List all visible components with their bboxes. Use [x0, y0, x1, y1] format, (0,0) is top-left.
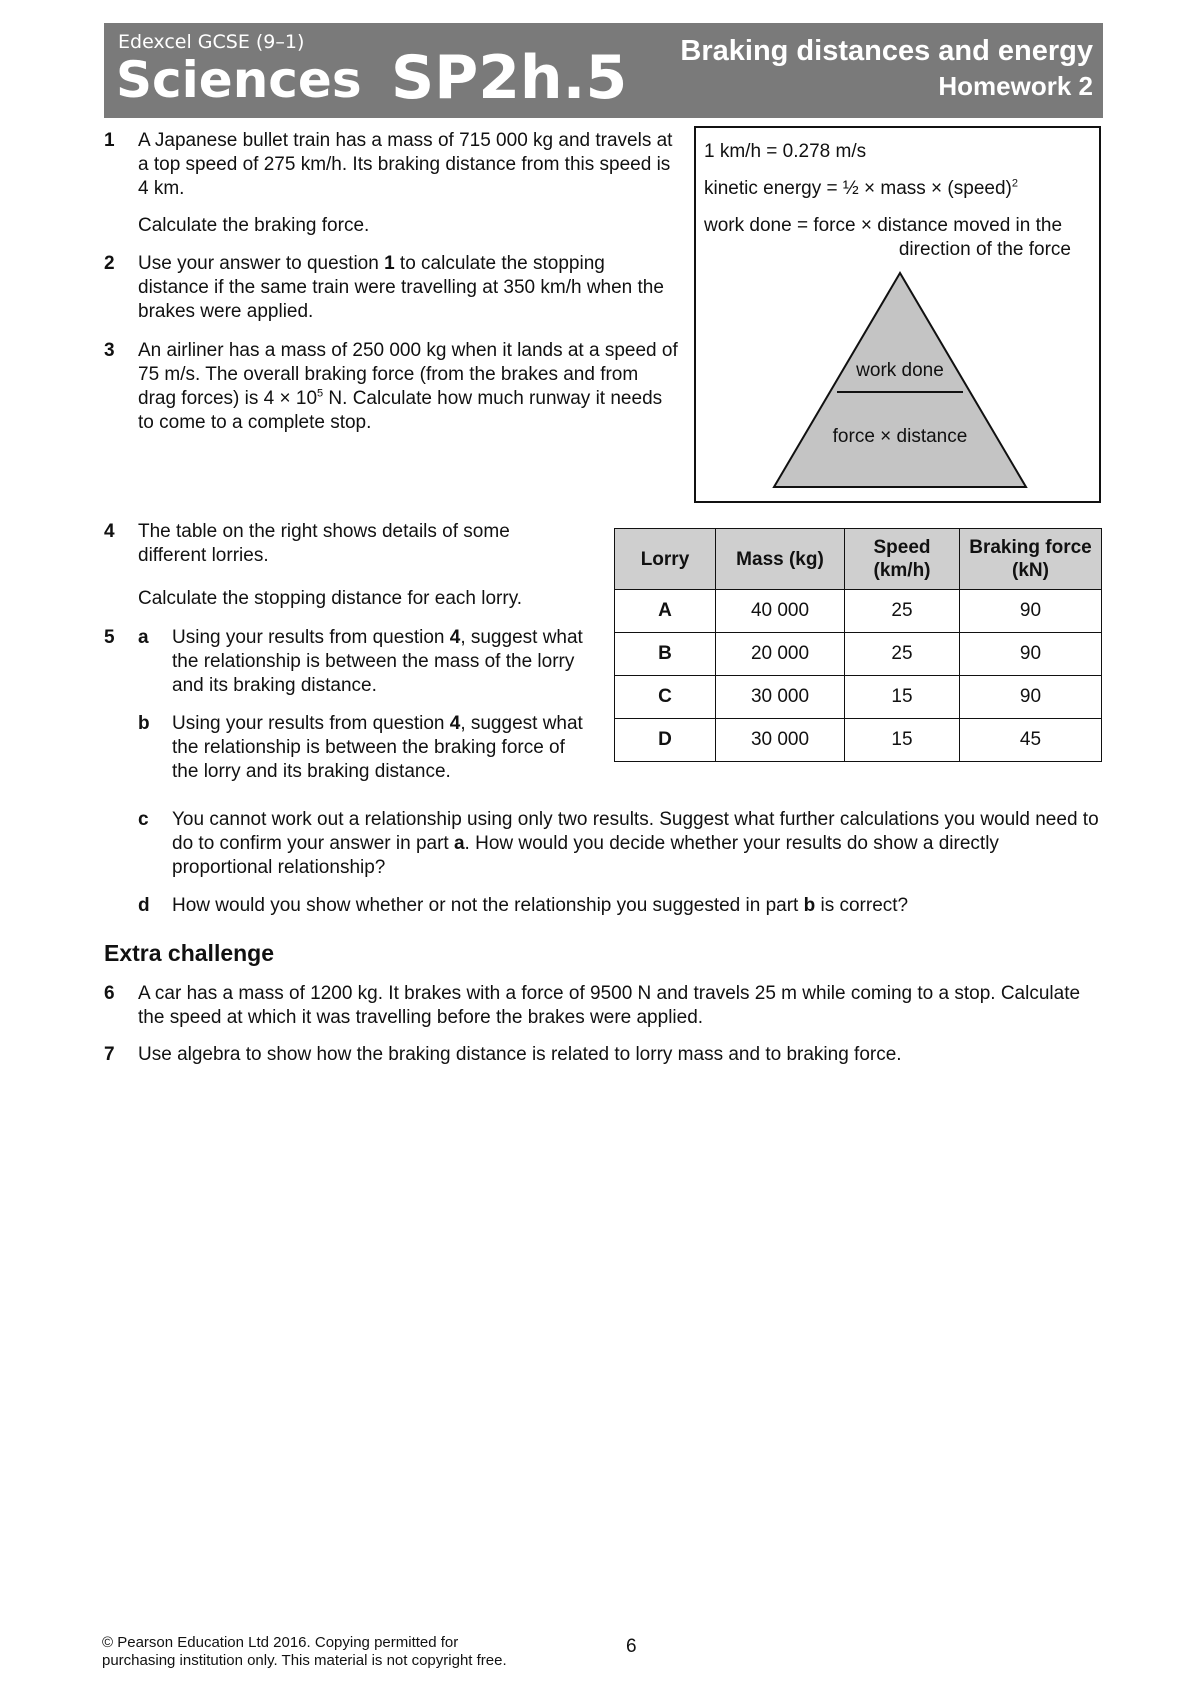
lesson-code: SP2h.5: [391, 43, 628, 113]
work-done-equation-cont: direction of the force: [898, 239, 1071, 260]
question-number: 6: [104, 983, 115, 1004]
formula-box: [694, 126, 1101, 503]
table-row: [615, 676, 1102, 719]
question-6-text: A car has a mass of 1200 kg. It brakes with a force of 9500 N and travels 25 m while coming to a stop. Calculate the speed at which it was travelling before the brakes were applied.: [138, 983, 1081, 1028]
lorry-id-cell: C: [615, 676, 716, 719]
mass-cell: 30 000: [716, 719, 845, 762]
series-name: Edexcel GCSE (9–1): [118, 31, 305, 53]
kinetic-energy-equation: kinetic energy = ½ × mass × (speed)$^2$: [704, 177, 1018, 199]
question-7-text: Use algebra to show how the braking distance is related to lorry mass and to braking force.: [138, 1044, 902, 1065]
extra-challenge-heading: Extra challenge: [104, 940, 275, 966]
table-row: [615, 719, 1102, 762]
page-number: 6: [626, 1636, 637, 1657]
question-4-instruction: Calculate the stopping distance for each lorry.: [138, 588, 523, 609]
question-3-text: An airliner has a mass of 250 000 kg when it lands at a speed of 75 m/s. The overall braking force (from the brakes and from drag forces) is $4 \times 10^5$ N. Calculate how much runway it needs to come to a complete stop.: [138, 340, 678, 433]
question-number: 7: [104, 1044, 115, 1065]
speed-cell: 15: [845, 676, 960, 719]
work-done-equation: work done = force × distance moved in the: [704, 215, 1063, 236]
page-header: [104, 23, 1103, 118]
column-header: Braking force (kN): [960, 529, 1102, 590]
question-number: 1: [104, 130, 115, 151]
lorry-id-cell: D: [615, 719, 716, 762]
mass-cell: 40 000: [716, 590, 845, 633]
column-header: Mass (kg): [716, 529, 845, 590]
copyright-line-1: © Pearson Education Ltd 2016. Copying permitted for: [102, 1634, 459, 1651]
page-title: Braking distances and energy: [680, 35, 1093, 67]
question-number: 4: [104, 521, 115, 542]
question-5a-text: Using your results from question 4, suggest what the relationship is between the mass of the lorry and its braking distance.: [172, 627, 583, 696]
copyright-line-2: purchasing institution only. This material is not copyright free.: [102, 1652, 507, 1669]
braking-force-cell: 90: [960, 676, 1102, 719]
part-label: b: [138, 713, 150, 734]
question-5b-text: Using your results from question 4, suggest what the relationship is between the braking force of the lorry and its braking distance.: [172, 713, 583, 782]
formula-triangle: [696, 128, 1101, 503]
lorry-id-cell: A: [615, 590, 716, 633]
question-5c-text: You cannot work out a relationship using only two results. Suggest what further calculations you would need to do to confirm your answer in part a. How would you decide whether your results do show a directly proportional relationship?: [172, 809, 1099, 878]
triangle-top-label: work done: [856, 360, 944, 381]
question-1-text: A Japanese bullet train has a mass of 715 000 kg and travels at a top speed of 275 km/h. Its braking distance from this speed is 4 km.: [138, 130, 673, 199]
table-row: [615, 633, 1102, 676]
mass-cell: 30 000: [716, 676, 845, 719]
lorry-table: [614, 528, 1102, 762]
column-header: Lorry: [615, 529, 716, 590]
speed-cell: 25: [845, 633, 960, 676]
unit-conversion: 1 km/h = 0.278 m/s: [704, 141, 867, 162]
part-label: c: [138, 809, 149, 830]
braking-force-cell: 90: [960, 590, 1102, 633]
lorry-id-cell: B: [615, 633, 716, 676]
triangle-bottom-label: force × distance: [832, 426, 968, 447]
subject-name: Sciences: [116, 51, 362, 109]
copyright-notice: [102, 1634, 507, 1670]
mass-cell: 20 000: [716, 633, 845, 676]
question-2-text: Use your answer to question 1 to calculate the stopping distance if the same train were travelling at 350 km/h when the brakes were applied.: [138, 253, 664, 322]
speed-cell: 15: [845, 719, 960, 762]
page-subtitle: Homework 2: [938, 71, 1093, 101]
part-label: d: [138, 895, 150, 916]
table-row: [615, 590, 1102, 633]
question-number: 2: [104, 253, 115, 274]
braking-force-cell: 45: [960, 719, 1102, 762]
part-label: a: [138, 627, 149, 648]
question-4-text: The table on the right shows details of some different lorries.: [138, 521, 510, 566]
question-number: 5: [104, 627, 115, 648]
braking-force-cell: 90: [960, 633, 1102, 676]
column-header: Speed (km/h): [845, 529, 960, 590]
table-header-row: [615, 529, 1102, 590]
question-1-instruction: Calculate the braking force.: [138, 215, 370, 236]
speed-cell: 25: [845, 590, 960, 633]
question-5d-text: How would you show whether or not the relationship you suggested in part b is correct?: [172, 895, 909, 916]
question-number: 3: [104, 340, 115, 361]
